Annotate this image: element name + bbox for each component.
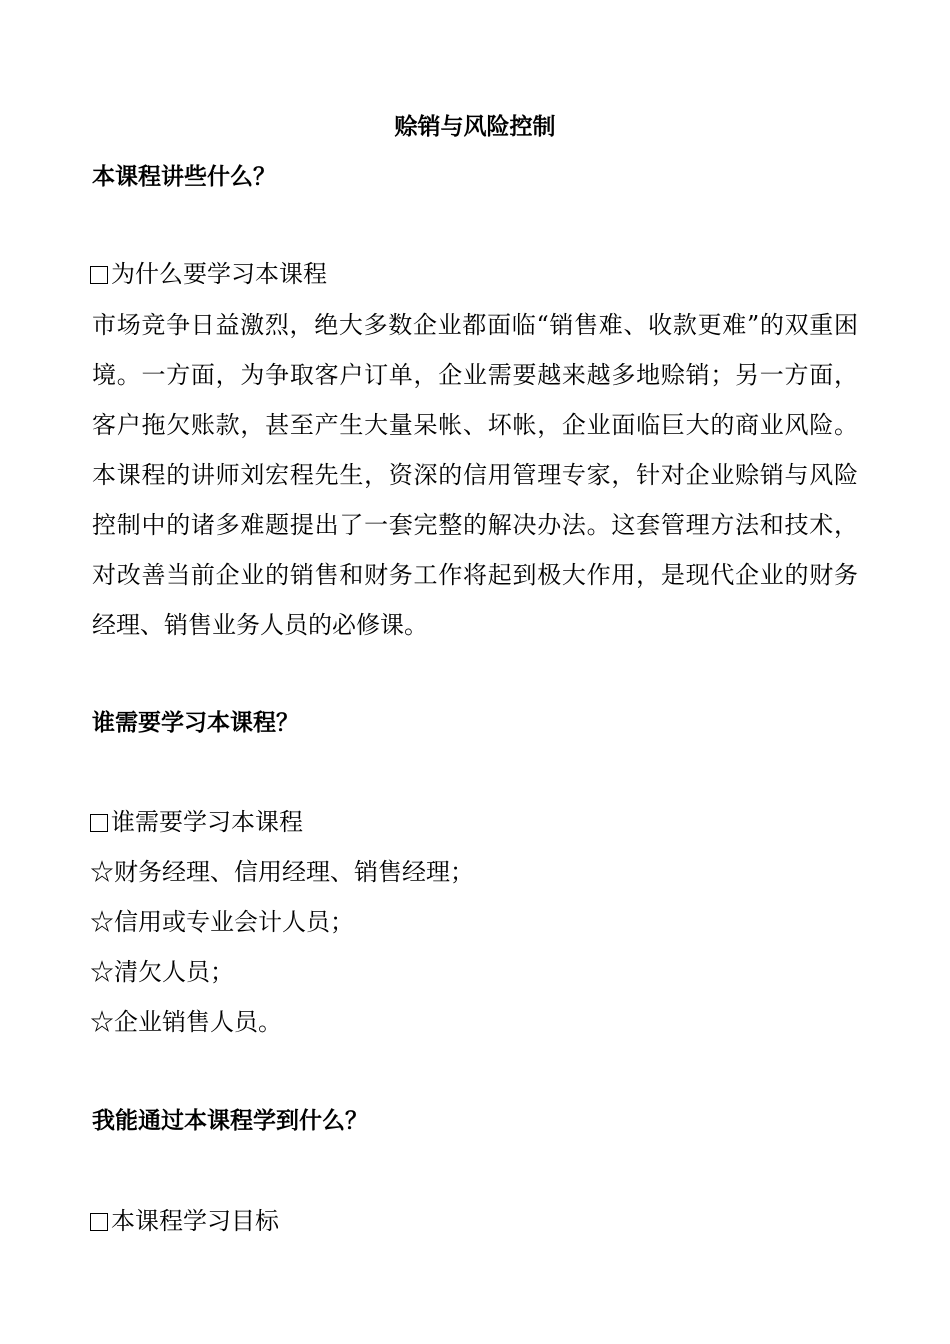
audience-item: ☆财务经理、信用经理、销售经理； (90, 858, 474, 886)
audience-item: ☆清欠人员； (90, 958, 234, 986)
document-title: 赊销与风险控制 (394, 114, 556, 140)
subheading-label: 谁需要学习本课程 (111, 808, 303, 836)
subheading-goals (90, 1204, 279, 1238)
subheading-who-needs (90, 805, 303, 839)
intro-paragraph: 市场竞争日益激烈，绝大多数企业都面临“销售难、收款更难”的双重困境。一方面，为争取客户订单，企业需要越来越多地赊销；另一方面，客户拖欠账款，甚至产生大量呆帐、坏帐，企业面临巨大的商业风险。本课程的讲师刘宏程先生，资深的信用管理专家，针对企业赊销与风险控制中的诸多难题提出了一套完整的解决办法。这套管理方法和技术，对改善当前企业的销售和财务工作将起到极大作用，是现代企业的财务经理、销售业务人员的必修课。 (92, 311, 858, 639)
section-heading-what: 本课程讲些什么？ (92, 164, 276, 190)
audience-item: ☆企业销售人员。 (90, 1008, 282, 1036)
subheading-label: 为什么要学习本课程 (111, 260, 327, 288)
checkbox-square-icon (90, 266, 108, 284)
section-heading-learn: 我能通过本课程学到什么？ (92, 1108, 368, 1134)
subheading-why-learn (90, 257, 327, 291)
audience-item: ☆信用或专业会计人员； (90, 908, 354, 936)
checkbox-square-icon (90, 1213, 108, 1231)
subheading-label: 本课程学习目标 (111, 1207, 279, 1235)
section-heading-who: 谁需要学习本课程？ (92, 710, 299, 736)
checkbox-square-icon (90, 814, 108, 832)
